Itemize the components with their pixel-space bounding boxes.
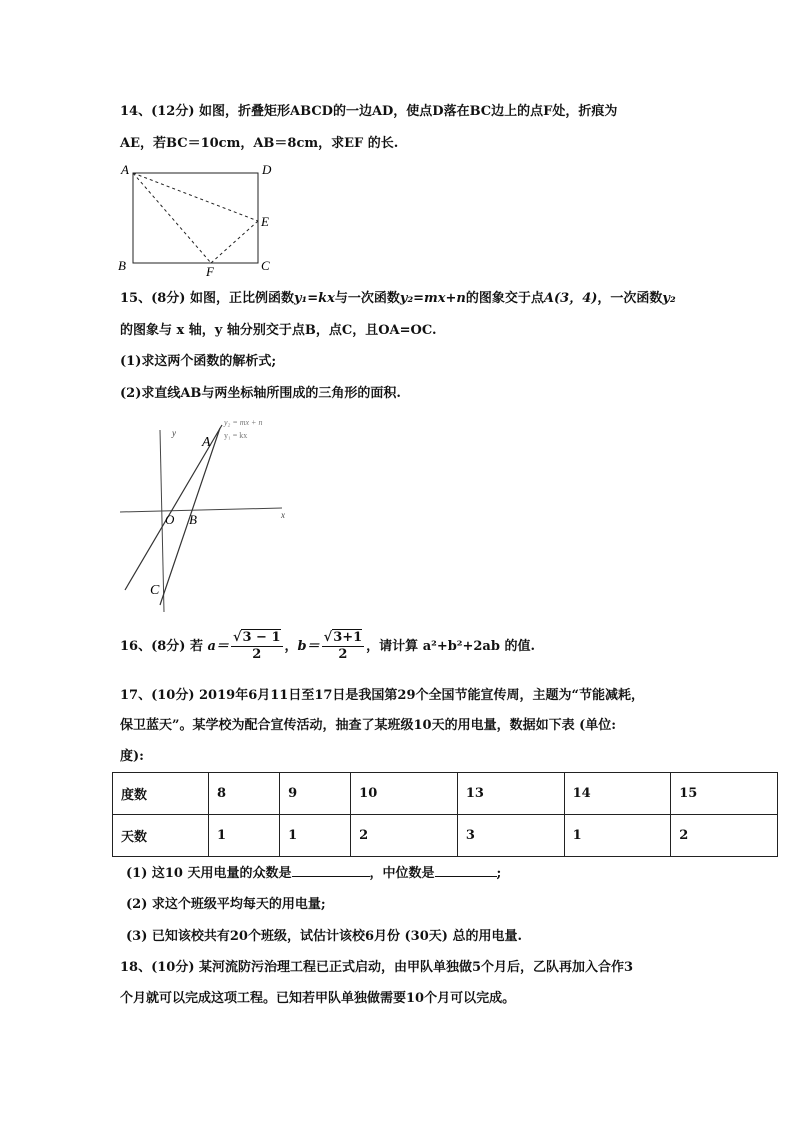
electricity-table [112, 772, 778, 857]
table-row-degrees [113, 773, 778, 815]
q17-sub-2: (2) 求这个班级平均每天的用电量; [126, 897, 326, 912]
table-header-degrees: 度数 [113, 773, 209, 815]
q16-line [120, 630, 535, 664]
q17-line-3: 度): [120, 749, 144, 764]
q15-point-a: A(3，4) [543, 291, 598, 306]
q17-sub-1-text: (1) 这10 天用电量的众数是 [126, 866, 292, 881]
q18-line-2: 个月就可以完成这项工程。已知若甲队单独做需要10个月可以完成。 [120, 991, 516, 1006]
q16-a-fraction: $\frac{√3 - 1}{2}$ [232, 630, 281, 662]
graph-label-b: B [189, 512, 197, 527]
table-cell: 14 [564, 773, 671, 815]
q15-line-2: 的图象与 x 轴，y 轴分别交于点B，点C，且OA=OC. [120, 323, 437, 338]
q15-part-1: (1)求这两个函数的解析式; [120, 354, 277, 369]
q17-sub-3: (3) 已知该校共有20个班级，试估计该校6月份 (30天) 总的用电量. [126, 929, 522, 944]
label-c: C [261, 258, 270, 273]
legend-y1: y₁ = kx [224, 431, 248, 440]
q16-sep: ， [284, 639, 298, 654]
graph-label-a: A [202, 435, 211, 450]
axis-label-x: x [281, 510, 285, 520]
q16-b-fraction: $\frac{√3+1}{2}$ [323, 630, 363, 662]
table-cell: 8 [209, 773, 280, 815]
y-axis [160, 430, 164, 612]
axis-label-y: y [172, 428, 176, 438]
table-cell: 10 [351, 773, 458, 815]
q16-b-label: b＝ [297, 639, 320, 654]
table-cell: 3 [457, 815, 564, 857]
table-cell: 2 [671, 815, 778, 857]
legend-y2: y₂ = mx + n [224, 418, 263, 427]
table-cell: 13 [457, 773, 564, 815]
q15-mid3: ，一次函数 [597, 291, 663, 306]
q16-suffix: ，请计算 a²+b²+2ab 的值. [366, 639, 535, 654]
label-d: D [262, 162, 272, 177]
q17-sub-1 [126, 863, 501, 884]
label-e: E [261, 214, 269, 229]
q15-y2-name: y₂ [662, 291, 676, 306]
q17-line-2: 保卫蓝天”。某学校为配合宣传活动，抽查了某班级10天的用电量，数据如下表 (单位: [120, 718, 617, 733]
q14-line-2: AE，若BC＝10cm，AB＝8cm，求EF 的长. [120, 136, 399, 151]
q16-b-denominator: 2 [338, 647, 348, 662]
q18-line-1: 18、(10分) 某河流防污治理工程已正式启动，由甲队单独做5个月后，乙队再加入合作3 [120, 960, 634, 975]
label-b: B [118, 258, 126, 273]
median-answer-blank[interactable] [435, 863, 497, 877]
q15-mid2: 的图象交于点 [465, 291, 544, 306]
graph-label-o: O [165, 512, 175, 527]
graph-label-c: C [150, 583, 160, 598]
table-cell: 9 [280, 773, 351, 815]
q16-a-label: a＝ [207, 639, 229, 654]
q14-line-1: 14、(12分) 如图，折叠矩形ABCD的一边AD，使点D落在BC边上的点F处，折痕为 [120, 104, 618, 119]
x-axis [120, 508, 282, 512]
q16-prefix: 16、(8分) 若 [120, 639, 203, 654]
table-cell: 2 [351, 815, 458, 857]
table-header-days: 天数 [113, 815, 209, 857]
q15-part-2: (2)求直线AB与两坐标轴所围成的三角形的面积. [120, 386, 401, 401]
q16-b-numerator: 3+1 [333, 630, 363, 645]
q15-intro: 15、(8分) 如图，正比例函数 [120, 291, 294, 306]
table-cell: 1 [564, 815, 671, 857]
table-cell: 15 [671, 773, 778, 815]
q17-sub-1-end: ; [496, 866, 502, 881]
label-a: A [121, 162, 129, 177]
table-cell: 1 [280, 815, 351, 857]
q15-y2-equation: y₂=mx+n [399, 291, 466, 306]
q15-mid: 与一次函数 [334, 291, 400, 306]
q17-line-1: 17、(10分) 2019年6月11日至17日是我国第29个全国节能宣传周，主题为“节能减耗， [120, 688, 644, 703]
q16-a-denominator: 2 [252, 647, 262, 662]
q17-sub-1-text-2: ，中位数是 [369, 866, 435, 881]
label-f: F [206, 264, 214, 279]
mode-answer-blank[interactable] [292, 863, 370, 877]
q15-y1-equation: y₁=kx [293, 291, 335, 306]
q16-a-numerator: 3 − 1 [242, 630, 281, 645]
table-row-days [113, 815, 778, 857]
table-cell: 1 [209, 815, 280, 857]
